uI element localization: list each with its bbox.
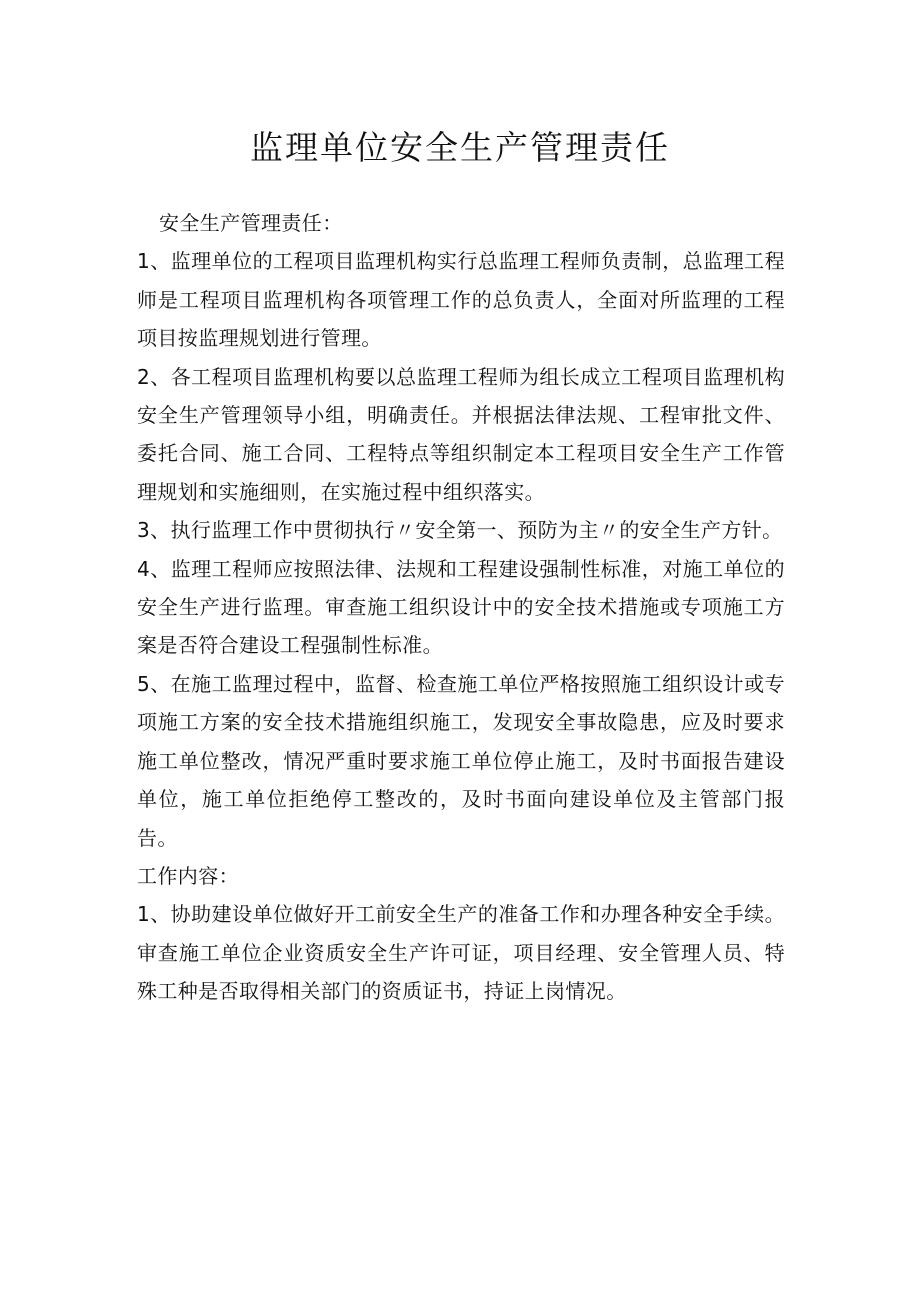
document-body (137, 204, 785, 1011)
responsibility-item-3: 3、执行监理工作中贯彻执行〃安全第一、预防为主〃的安全生产方针。 (137, 518, 783, 543)
responsibility-item-4: 4、监理工程师应按照法律、法规和工程建设强制性标准，对施工单位的安全生产进行监理。审查施工组织设计中的安全技术措施或专项施工方案是否符合建设工程强制性标准。 (137, 556, 785, 658)
section-heading-responsibilities: 安全生产管理责任： (159, 211, 343, 235)
document-title: 监理单位安全生产管理责任 (250, 128, 670, 167)
work-content-item-1: 1、协助建设单位做好开工前安全生产的准备工作和办理各种安全手续。审查施工单位企业资质安全生产许可证，项目经理、安全管理人员、特殊工种是否取得相关部门的资质证书，持证上岗情况。 (137, 902, 785, 1004)
responsibility-item-1: 1、监理单位的工程项目监理机构实行总监理工程师负责制，总监理工程师是工程项目监理机构各项管理工作的总负责人，全面对所监理的工程项目按监理规划进行管理。 (137, 249, 785, 351)
responsibility-item-5: 5、在施工监理过程中，监督、检查施工单位严格按照施工组织设计或专项施工方案的安全技术措施组织施工，发现安全事故隐患，应及时要求施工单位整改，情况严重时要求施工单位停止施工，及时书面报告建设单位，施工单位拒绝停工整改的，及时书面向建设单位及主管部门报告。 (137, 671, 785, 850)
section-heading-work-content: 工作内容： (137, 863, 239, 888)
responsibility-item-2: 2、各工程项目监理机构要以总监理工程师为组长成立工程项目监理机构安全生产管理领导小组，明确责任。并根据法律法规、工程审批文件、委托合同、施工合同、工程特点等组织制定本工程项目安全生产工作管理规划和实施细则，在实施过程中组织落实。 (137, 364, 785, 504)
